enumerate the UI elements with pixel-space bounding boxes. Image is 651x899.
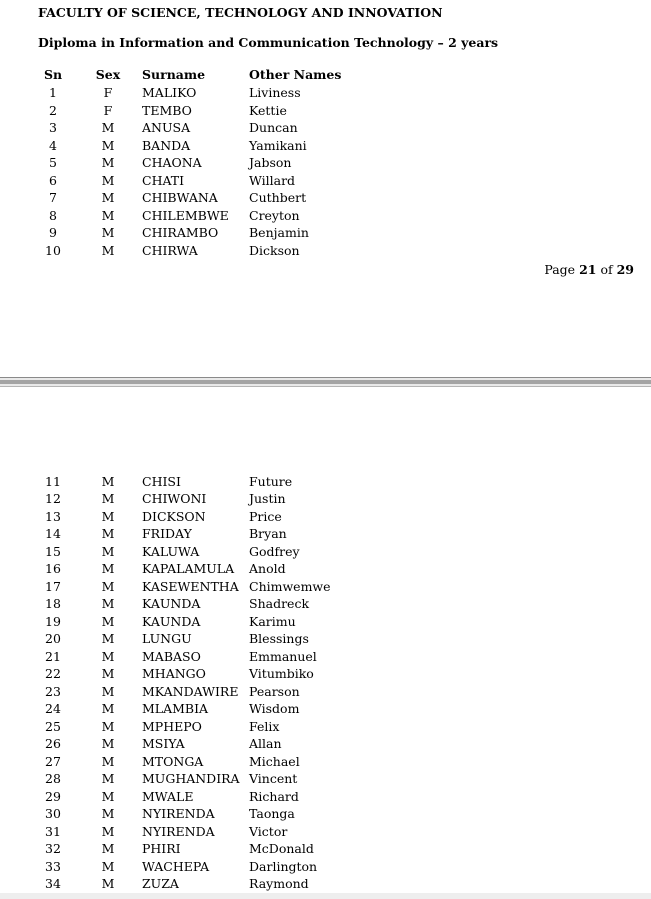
table-row: [0, 473, 651, 491]
cell-other-names: Bryan: [249, 526, 287, 541]
table-row: [0, 648, 651, 666]
cell-other-names: Yamikani: [249, 137, 307, 153]
cell-surname: ZUZA: [142, 876, 179, 891]
table-row: [0, 119, 651, 137]
table-row: [0, 770, 651, 788]
cell-sn: 21: [45, 648, 61, 664]
cell-surname: CHATI: [142, 172, 185, 188]
cell-surname: WACHEPA: [142, 858, 210, 874]
cell-other-names: Price: [249, 508, 282, 524]
cell-other-names: Vincent: [249, 771, 298, 786]
cell-other-names: Victor: [249, 823, 288, 839]
table-row: [0, 172, 651, 190]
cell-sex: M: [101, 753, 115, 769]
cell-surname: MWALE: [142, 788, 194, 804]
table-row: [0, 595, 651, 613]
cell-other-names: Wisdom: [249, 701, 300, 716]
table-row: [0, 840, 651, 858]
cell-other-names: Cuthbert: [249, 190, 307, 205]
cell-surname: MPHEPO: [142, 718, 202, 734]
cell-sex: M: [101, 137, 115, 153]
table-row: [0, 525, 651, 543]
cell-sex: M: [101, 155, 115, 170]
cell-other-names: Justin: [249, 491, 286, 506]
cell-sex: M: [101, 736, 115, 751]
table-row: [0, 242, 651, 260]
cell-sn: 30: [45, 806, 61, 821]
cell-other-names: Jabson: [249, 155, 292, 170]
cell-sn: 26: [45, 736, 61, 751]
cell-surname: MSIYA: [142, 736, 185, 751]
table-row: [0, 189, 651, 207]
cell-sn: 10: [45, 242, 61, 258]
cell-other-names: Emmanuel: [249, 648, 317, 664]
cell-sex: M: [101, 841, 115, 856]
table-row: [0, 578, 651, 596]
cell-surname: DICKSON: [142, 508, 206, 524]
cell-other-names: Darlington: [249, 858, 318, 874]
cell-sn: 25: [45, 718, 61, 734]
cell-sn: 29: [45, 788, 61, 804]
cell-sn: 2: [49, 102, 57, 118]
cell-sex: M: [101, 561, 115, 576]
cell-sex: M: [101, 491, 115, 506]
page-break-separator: [0, 377, 651, 387]
cell-other-names: Michael: [249, 753, 300, 769]
cell-sn: 13: [45, 508, 61, 524]
cell-surname: MLAMBIA: [142, 701, 209, 716]
cell-surname: LUNGU: [142, 631, 192, 646]
table-row: [0, 543, 651, 561]
table-row: [0, 700, 651, 718]
cell-other-names: Kettie: [249, 102, 287, 118]
cell-surname: TEMBO: [142, 102, 192, 118]
cell-other-names: Chimwemwe: [249, 578, 331, 594]
cell-other-names: Duncan: [249, 120, 298, 135]
cell-other-names: Richard: [249, 788, 299, 804]
cell-sex: M: [101, 526, 115, 541]
cell-sn: 8: [49, 207, 57, 223]
cell-sex: M: [101, 578, 115, 594]
table-row: [0, 102, 651, 120]
cell-sex: M: [101, 172, 115, 188]
cell-sex: M: [101, 631, 115, 646]
cell-sex: M: [101, 473, 115, 489]
cell-surname: KAUNDA: [142, 613, 201, 629]
table-row: [0, 665, 651, 683]
cell-sex: M: [101, 543, 115, 559]
cell-sn: 5: [49, 155, 57, 170]
cell-sn: 17: [45, 578, 61, 594]
table-header-row: [0, 66, 651, 84]
cell-sn: 7: [49, 190, 57, 205]
table-row: [0, 613, 651, 631]
table-row: [0, 508, 651, 526]
program-heading: Diploma in Information and Communication Technology – 2 years: [38, 35, 499, 50]
cell-surname: KASEWENTHA: [142, 578, 239, 594]
page-number-total: 29: [616, 262, 634, 277]
cell-other-names: Willard: [249, 172, 296, 188]
cell-surname: NYIRENDA: [142, 823, 215, 839]
table-row: [0, 224, 651, 242]
faculty-heading: FACULTY OF SCIENCE, TECHNOLOGY AND INNOVATION: [38, 5, 443, 20]
cell-sn: 19: [45, 613, 61, 629]
cell-surname: CHILEMBWE: [142, 207, 229, 223]
cell-surname: MALIKO: [142, 85, 197, 100]
table-row: [0, 84, 651, 102]
cell-surname: MHANGO: [142, 666, 206, 681]
cell-sn: 32: [45, 841, 61, 856]
cell-surname: PHIRI: [142, 841, 181, 856]
cell-other-names: Dickson: [249, 242, 300, 258]
cell-surname: KAUNDA: [142, 596, 201, 611]
column-header-surname: Surname: [142, 67, 206, 82]
cell-surname: MTONGA: [142, 753, 204, 769]
table-row: [0, 805, 651, 823]
page-number-of: of: [600, 262, 613, 277]
cell-sn: 28: [45, 771, 61, 786]
cell-other-names: Benjamin: [249, 225, 309, 240]
viewer-bottom-edge: [0, 893, 651, 899]
cell-sex: M: [101, 120, 115, 135]
cell-surname: FRIDAY: [142, 526, 192, 541]
cell-sex: M: [101, 683, 115, 699]
cell-sn: 6: [49, 172, 57, 188]
cell-sn: 11: [45, 473, 61, 489]
table-row: [0, 718, 651, 736]
cell-sex: M: [101, 207, 115, 223]
table-row: [0, 875, 651, 893]
cell-sex: M: [101, 701, 115, 716]
cell-sn: 15: [45, 543, 61, 559]
cell-sex: M: [101, 788, 115, 804]
cell-other-names: Anold: [249, 561, 286, 576]
cell-sn: 3: [49, 120, 57, 135]
cell-sn: 16: [45, 561, 61, 576]
cell-other-names: Future: [249, 473, 293, 489]
cell-other-names: Liviness: [249, 85, 301, 100]
cell-other-names: Allan: [249, 736, 282, 751]
table-row: [0, 823, 651, 841]
cell-surname: CHAONA: [142, 155, 202, 170]
table-row: [0, 207, 651, 225]
cell-sn: 18: [45, 596, 61, 611]
cell-sn: 34: [45, 876, 61, 891]
table-row: [0, 490, 651, 508]
table-row: [0, 560, 651, 578]
cell-sn: 33: [45, 858, 61, 874]
column-header-other-names: Other Names: [249, 67, 342, 82]
page-number: [544, 262, 634, 277]
table-row: [0, 154, 651, 172]
cell-sn: 14: [45, 526, 61, 541]
cell-surname: CHIRWA: [142, 242, 198, 258]
cell-sex: M: [101, 508, 115, 524]
cell-other-names: Creyton: [249, 207, 300, 223]
cell-sn: 27: [45, 753, 61, 769]
cell-surname: KALUWA: [142, 543, 200, 559]
document-page-top: [0, 0, 651, 377]
table-row: [0, 858, 651, 876]
cell-surname: CHISI: [142, 473, 181, 489]
cell-sex: M: [101, 242, 115, 258]
table-row: [0, 735, 651, 753]
cell-surname: NYIRENDA: [142, 806, 215, 821]
table-row: [0, 753, 651, 771]
cell-surname: MUGHANDIRA: [142, 771, 240, 786]
cell-sn: 24: [45, 701, 61, 716]
cell-sex: F: [103, 85, 113, 100]
cell-sn: 20: [45, 631, 61, 646]
cell-sex: M: [101, 596, 115, 611]
cell-other-names: Felix: [249, 718, 280, 734]
cell-sn: 4: [49, 137, 57, 153]
page-number-current: 21: [579, 262, 597, 277]
cell-sex: M: [101, 858, 115, 874]
cell-surname: MKANDAWIRE: [142, 683, 239, 699]
cell-sex: M: [101, 666, 115, 681]
cell-surname: KAPALAMULA: [142, 561, 235, 576]
cell-other-names: McDonald: [249, 841, 314, 856]
cell-sn: 9: [49, 225, 57, 240]
cell-sex: F: [103, 102, 113, 118]
cell-other-names: Godfrey: [249, 543, 300, 559]
cell-other-names: Taonga: [249, 806, 295, 821]
cell-other-names: Karimu: [249, 613, 296, 629]
column-header-sn: Sn: [43, 67, 63, 82]
cell-sn: 22: [45, 666, 61, 681]
cell-sex: M: [101, 613, 115, 629]
cell-other-names: Blessings: [249, 631, 309, 646]
cell-sex: M: [101, 648, 115, 664]
cell-sex: M: [101, 190, 115, 205]
cell-sex: M: [101, 718, 115, 734]
cell-other-names: Shadreck: [249, 596, 310, 611]
cell-sex: M: [101, 823, 115, 839]
table-row: [0, 788, 651, 806]
cell-surname: MABASO: [142, 648, 201, 664]
document-page-bottom: [0, 387, 651, 899]
cell-surname: CHIBWANA: [142, 190, 218, 205]
cell-sex: M: [101, 771, 115, 786]
table-row: [0, 630, 651, 648]
cell-surname: CHIRAMBO: [142, 225, 219, 240]
cell-sn: 31: [45, 823, 61, 839]
cell-sex: M: [101, 225, 115, 240]
cell-sn: 1: [49, 85, 57, 100]
column-header-sex: Sex: [95, 67, 121, 82]
cell-sn: 12: [45, 491, 61, 506]
page-number-prefix: Page: [544, 262, 576, 277]
cell-sex: M: [101, 876, 115, 891]
cell-other-names: Vitumbiko: [249, 666, 314, 681]
cell-sex: M: [101, 806, 115, 821]
cell-sn: 23: [45, 683, 61, 699]
cell-surname: ANUSA: [142, 120, 191, 135]
cell-other-names: Pearson: [249, 683, 300, 699]
cell-other-names: Raymond: [249, 876, 309, 891]
table-row: [0, 137, 651, 155]
cell-surname: CHIWONI: [142, 491, 207, 506]
cell-surname: BANDA: [142, 137, 191, 153]
table-row: [0, 683, 651, 701]
